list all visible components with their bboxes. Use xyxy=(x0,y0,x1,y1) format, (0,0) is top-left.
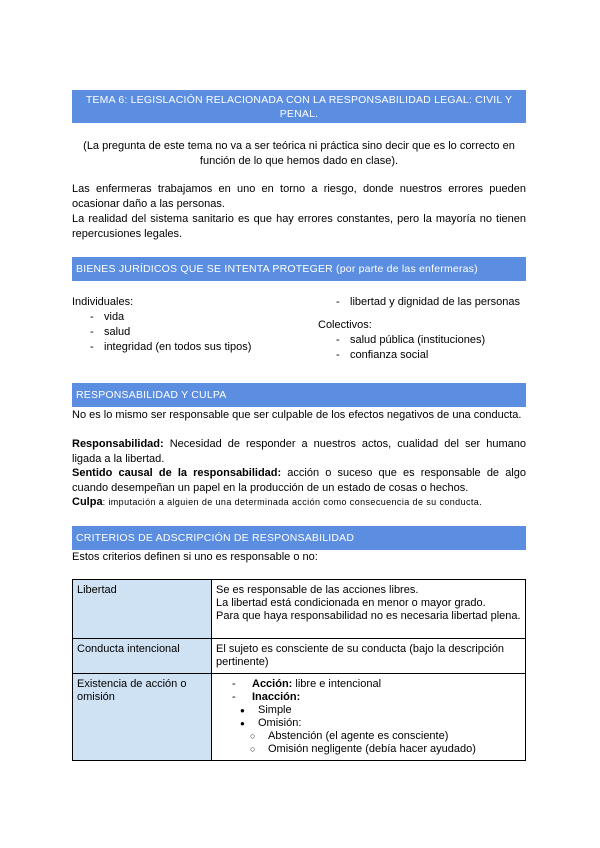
list-item: ● Simple xyxy=(216,704,521,717)
intro-paragraph-2: La realidad del sistema sanitario es que hay errores constantes, pero la mayoría no tienen repercusiones legales. xyxy=(72,213,526,240)
individuales-block xyxy=(72,295,292,355)
responsabilidad-intro: No es lo mismo ser responsable que ser culpable de los efectos negativos de una conducta. xyxy=(72,409,522,421)
list-item: - confianza social xyxy=(332,348,528,363)
list-item: ○ Omisión negligente (debía hacer ayudado) xyxy=(216,743,521,756)
individuales-list xyxy=(86,310,292,355)
def-responsabilidad: Necesidad de responder a nuestros actos, cualidad del ser humano ligada a la libertad. xyxy=(72,438,526,465)
list-item: - salud xyxy=(86,325,292,340)
definition-responsabilidad xyxy=(72,437,526,466)
note-line-2: función de lo que hemos dado en clase). xyxy=(199,154,399,167)
row-label-accion: Existencia de acción o omisión xyxy=(73,674,212,761)
table-row xyxy=(73,580,526,639)
list-item xyxy=(216,678,521,691)
criterios-table xyxy=(72,579,526,761)
row-content-accion xyxy=(212,674,526,761)
term-responsabilidad: Responsabilidad: xyxy=(72,438,164,450)
def-accion: libre e intencional xyxy=(292,678,382,690)
exam-note xyxy=(72,139,526,168)
list-item: - integridad (en todos sus tipos) xyxy=(86,340,292,355)
def-sentido-causal: acción o suceso que es responsable de algo cuando desempeñan un papel en la producción de un estado de cosas o hechos. xyxy=(72,467,526,494)
table-row xyxy=(73,674,526,761)
individuales-label: Individuales: xyxy=(72,296,134,308)
table-row xyxy=(73,639,526,674)
colectivos-label: Colectivos: xyxy=(318,319,372,331)
section-heading-criterios: CRITERIOS DE ADSCRIPCIÓN DE RESPONSABILIDAD xyxy=(72,526,526,550)
list-item: ○ Abstención (el agente es consciente) xyxy=(216,730,521,743)
note-line-1: (La pregunta de este tema no va a ser teórica ni práctica sino decir que es lo correcto en xyxy=(83,140,515,152)
libertad-line: La libertad está condicionada en menor o mayor grado. xyxy=(216,597,486,609)
row-label-conducta: Conducta intencional xyxy=(73,639,212,674)
accion-list xyxy=(216,678,521,756)
list-item: - libertad y dignidad de las personas xyxy=(332,295,528,310)
definition-culpa xyxy=(72,495,526,510)
list-item: - vida xyxy=(86,310,292,325)
row-label-libertad: Libertad xyxy=(73,580,212,639)
title-line-1: TEMA 6: LEGISLACIÓN RELACIONADA CON LA RESPONSABILIDAD LEGAL: CIVIL Y xyxy=(85,94,513,106)
document-title xyxy=(72,90,526,123)
title-line-2: PENAL. xyxy=(279,108,319,120)
section-heading-responsabilidad: RESPONSABILIDAD Y CULPA xyxy=(72,383,526,407)
term-culpa: Culpa xyxy=(72,496,103,508)
row-content-conducta: El sujeto es consciente de su conducta (bajo la descripción pertinente) xyxy=(212,639,526,674)
colectivos-list xyxy=(332,333,528,363)
list-item: - salud pública (instituciones) xyxy=(332,333,528,348)
section-heading-bienes: BIENES JURÍDICOS QUE SE INTENTA PROTEGER (por parte de las enfermeras) xyxy=(72,257,526,281)
colectivos-block xyxy=(318,295,528,363)
definition-sentido-causal xyxy=(72,466,526,495)
libertad-line: Para que haya responsabilidad no es necesaria libertad plena. xyxy=(216,610,521,622)
term-inaccion: Inacción: xyxy=(252,691,301,703)
list-item xyxy=(216,691,521,704)
row-content-libertad xyxy=(212,580,526,639)
intro-paragraph-1: Las enfermeras trabajamos en uno en torno a riesgo, donde nuestros errores pueden ocasionar daño a las personas. xyxy=(72,183,526,210)
def-culpa: : imputación a alguien de una determinada acción como consecuencia de su conducta. xyxy=(102,497,483,507)
libertad-line: Se es responsable de las acciones libres. xyxy=(216,584,419,596)
term-accion: Acción: xyxy=(252,678,293,690)
list-item: ● Omisión: xyxy=(216,717,521,730)
term-sentido-causal: Sentido causal de la responsabilidad: xyxy=(72,467,282,479)
criterios-intro: Estos criterios definen si uno es responsable o no: xyxy=(72,551,318,563)
